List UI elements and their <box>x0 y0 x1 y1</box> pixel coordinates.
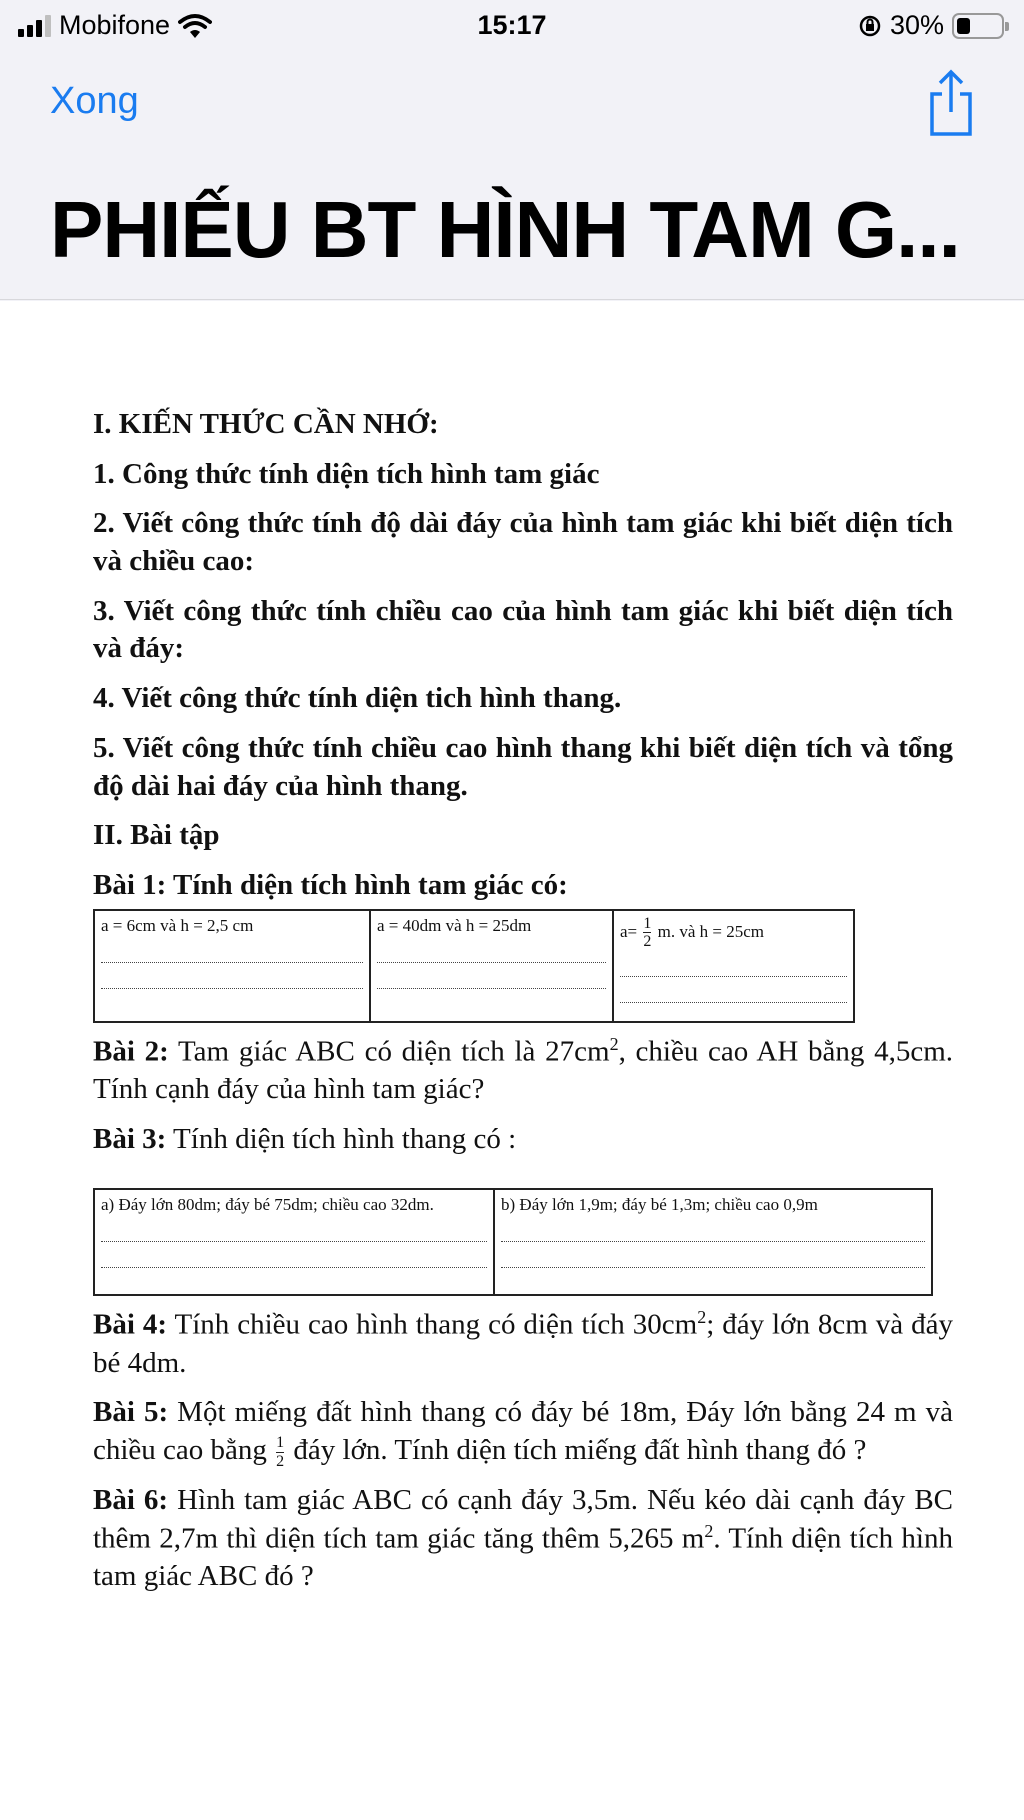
document-content <box>93 406 953 1608</box>
orientation-lock-icon <box>858 14 882 38</box>
share-icon <box>926 68 976 138</box>
status-bar <box>0 0 1024 54</box>
bai4: Bài 4: Tính chiều cao hình thang có diện tích $30cm^2$; đáy lớn 8cm và đáy bé 4dm. <box>93 1307 954 1379</box>
bai6: Bài 6: Hình tam giác ABC có cạnh đáy 3,5m. Nếu kéo dài cạnh đáy BC thêm 2,7m thì diện tích tam giác tăng thêm 5,265 $m^2$. Tính diện tích hình tam giác ABC đó ? <box>93 1484 954 1593</box>
bai3-cell-b: b) Đáy lớn 1,9m; đáy bé 1,3m; chiều cao 0,9m <box>494 1189 932 1295</box>
share-button[interactable] <box>926 68 976 138</box>
knowledge-item-4: 4. Viết công thức tính diện tich hình thang. <box>93 682 622 715</box>
bai1-table <box>93 909 855 1023</box>
knowledge-item-2: 2. Viết công thức tính độ dài đáy của hình tam giác khi biết diện tích và chiều cao: <box>93 507 953 578</box>
clock: 15:17 <box>477 10 547 40</box>
bai5: Bài 5: Một miếng đất hình thang có đáy bé 18m, Đáy lớn bằng 24 m và chiều cao bằng $\frac{1}{2}$ đáy lớn. Tính diện tích miếng đất hình thang đó ? <box>93 1396 953 1470</box>
status-right <box>858 10 1004 41</box>
battery-icon <box>952 13 1004 39</box>
knowledge-item-3: 3. Viết công thức tính chiều cao của hình tam giác khi biết diện tích và đáy: <box>93 594 953 665</box>
document-page <box>0 301 1024 1820</box>
section2-title: II. Bài tập <box>93 819 220 852</box>
bai3-cell-a: a) Đáy lớn 80dm; đáy bé 75dm; chiều cao 32dm. <box>94 1189 494 1295</box>
knowledge-item-1: 1. Công thức tính diện tích hình tam giác <box>93 457 600 490</box>
knowledge-item-5: 5. Viết công thức tính chiều cao hình thang khi biết diện tích và tổng độ dài hai đáy của hình thang. <box>93 731 953 802</box>
bai3: Bài 3: Tính diện tích hình thang có : <box>93 1122 517 1155</box>
bai2: Bài 2: Tam giác ABC có diện tích là $27cm^2$, chiều cao AH bằng 4,5cm. Tính cạnh đáy của hình tam giác? <box>93 1033 954 1105</box>
bai1-title: Bài 1: Tính diện tích hình tam giác có: <box>93 868 568 901</box>
bai1-cell <box>613 910 854 1022</box>
fraction: $\frac{1}{2}$ <box>643 914 652 951</box>
battery-percent: 30% <box>889 10 944 40</box>
navigation-header <box>0 54 1024 300</box>
bai1-cell <box>370 910 613 1022</box>
bai1-cell <box>94 910 370 1022</box>
fraction: $\frac{1}{2}$ <box>276 1434 285 1470</box>
bai1-cell-text: a = 40dm và h = 25dm <box>377 915 532 935</box>
done-button[interactable]: Xong <box>50 80 139 122</box>
bai3-table <box>93 1188 933 1296</box>
section1-title: I. KIẾN THỨC CẦN NHỚ: <box>93 408 439 440</box>
bai1-a-prefix: a= <box>620 921 638 941</box>
bai1-cell-text: m. và h = 25cm <box>657 921 765 941</box>
document-title: PHIẾU BT HÌNH TAM G... <box>50 185 960 274</box>
carrier-label: Mobifone <box>59 10 171 40</box>
bai1-cell-text: a = 6cm và h = 2,5 cm <box>101 915 254 935</box>
